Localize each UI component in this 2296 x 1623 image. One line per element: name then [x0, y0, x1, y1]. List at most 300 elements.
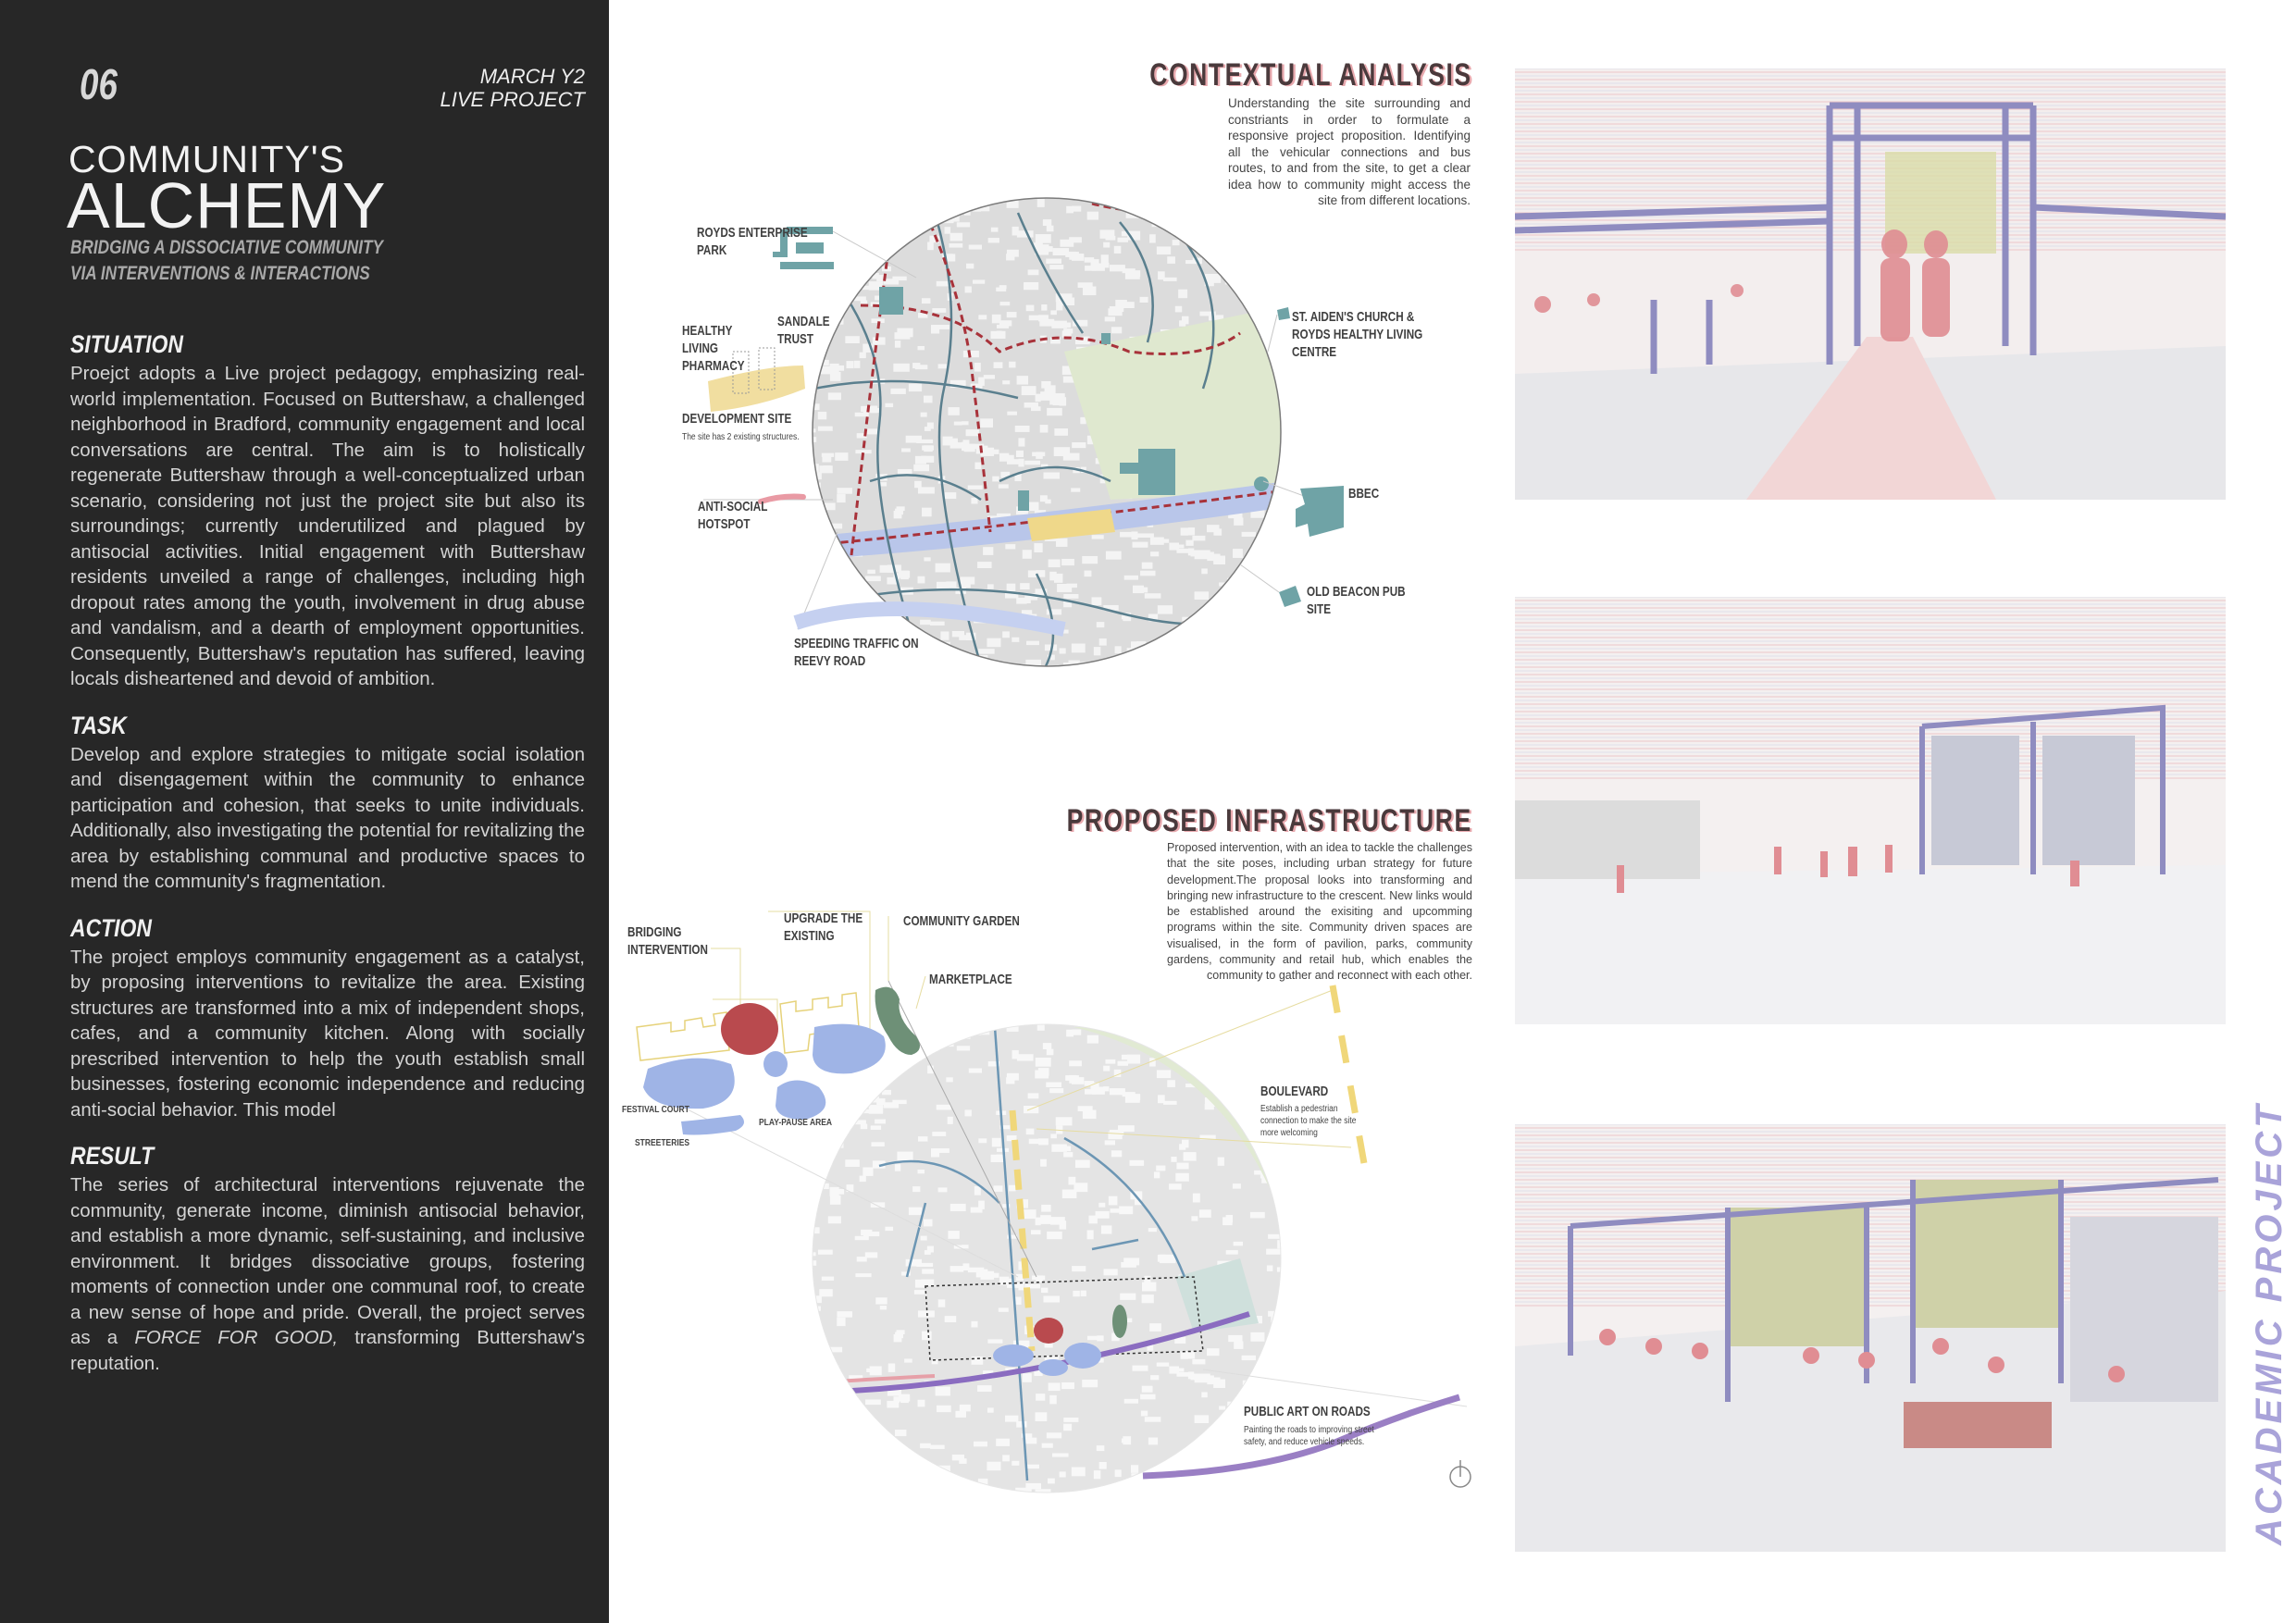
building-footprint	[1262, 1381, 1269, 1387]
action-section	[70, 913, 585, 1123]
building-footprint	[1110, 265, 1125, 271]
building-footprint	[1094, 647, 1100, 655]
building-footprint	[1054, 428, 1068, 436]
building-footprint	[1012, 1050, 1019, 1059]
situation-heading: SITUATION	[70, 330, 183, 358]
building-footprint	[1278, 657, 1294, 666]
building-footprint	[1173, 206, 1183, 213]
building-footprint	[1072, 1266, 1086, 1271]
building-footprint	[903, 230, 918, 238]
building-footprint	[1018, 438, 1024, 446]
building-footprint	[1213, 528, 1222, 535]
building-footprint	[1225, 590, 1235, 599]
building-footprint	[999, 285, 1007, 289]
building-footprint	[1097, 622, 1105, 627]
building-footprint	[1248, 255, 1258, 263]
result-body-end: transforming Buttershaw's reputation.	[70, 1327, 585, 1374]
building-footprint	[1067, 1494, 1080, 1503]
building-footprint	[890, 389, 905, 394]
building-footprint	[1266, 1249, 1281, 1255]
building-footprint	[1035, 1412, 1047, 1421]
building-footprint	[1023, 550, 1032, 559]
building-footprint	[1144, 1025, 1151, 1031]
building-footprint	[1031, 1230, 1041, 1234]
building-footprint	[1036, 452, 1042, 459]
building-footprint	[1127, 196, 1135, 204]
building-footprint	[964, 444, 975, 452]
result-section	[70, 1141, 585, 1376]
building-footprint	[1211, 597, 1225, 603]
building-footprint	[809, 1306, 821, 1310]
building-footprint	[999, 1307, 1009, 1311]
building-footprint	[1201, 628, 1209, 635]
building-footprint	[915, 365, 928, 369]
building-footprint	[947, 675, 952, 678]
building-footprint	[937, 652, 950, 658]
building-footprint	[1262, 195, 1272, 201]
building-footprint	[1047, 246, 1053, 252]
building-footprint	[978, 315, 987, 319]
building-footprint	[848, 253, 862, 258]
label-bbec: BBEC	[1348, 486, 1380, 502]
building-footprint	[887, 1493, 898, 1497]
building-footprint	[851, 1481, 866, 1487]
building-footprint	[1175, 306, 1182, 313]
building-footprint	[984, 375, 995, 378]
building-footprint	[1273, 331, 1280, 336]
building-footprint	[1040, 1159, 1047, 1167]
building-footprint	[1232, 217, 1245, 222]
building-footprint	[1015, 426, 1030, 432]
building-footprint	[1281, 1022, 1289, 1030]
building-footprint	[814, 358, 822, 365]
label-st-aidens-church	[1292, 308, 1422, 361]
building-footprint	[1186, 1025, 1200, 1031]
title-line-1: COMMUNITY'S	[68, 138, 345, 180]
building-footprint	[1210, 653, 1220, 660]
building-footprint	[1016, 451, 1024, 457]
building-footprint	[938, 364, 948, 368]
building-footprint	[1137, 533, 1154, 538]
building-footprint	[1007, 584, 1016, 591]
building-footprint	[860, 1176, 866, 1182]
building-footprint	[955, 1411, 966, 1418]
building-footprint	[933, 1148, 949, 1153]
building-footprint	[1083, 287, 1097, 296]
building-footprint	[1220, 662, 1227, 670]
project-type: LIVE PROJECT	[440, 88, 585, 111]
building-footprint	[833, 291, 840, 295]
building-footprint	[846, 581, 855, 588]
building-footprint	[1049, 398, 1061, 405]
building-footprint	[1276, 503, 1287, 509]
building-footprint	[1207, 1348, 1220, 1356]
render-perspective-pavilion	[1515, 597, 2226, 1024]
building-footprint	[1024, 461, 1040, 465]
building-footprint	[1018, 459, 1024, 467]
building-footprint	[924, 396, 933, 403]
building-footprint	[1148, 1437, 1158, 1444]
building-footprint	[1069, 252, 1076, 260]
building-footprint	[1123, 1480, 1138, 1484]
note-line: Establish a pedestrian	[1260, 1104, 1338, 1114]
building-footprint	[960, 1405, 971, 1411]
building-footprint	[876, 617, 883, 625]
boulevard-note	[1260, 1103, 1356, 1139]
building-footprint	[934, 654, 939, 660]
building-footprint	[1141, 1411, 1148, 1417]
label-streeteries: STREETERIES	[635, 1138, 690, 1148]
building-footprint	[1087, 212, 1098, 220]
label-line: ST. AIDEN'S CHURCH &	[1292, 309, 1415, 325]
building-footprint	[936, 1387, 950, 1396]
building-footprint	[1251, 1048, 1257, 1056]
building-footprint	[1007, 312, 1017, 317]
building-footprint	[1067, 671, 1080, 679]
building-footprint	[959, 1458, 966, 1464]
building-footprint	[1047, 408, 1062, 415]
building-footprint	[1233, 1183, 1241, 1188]
building-footprint	[1277, 1267, 1286, 1271]
building-footprint	[1009, 1185, 1015, 1192]
building-footprint	[878, 211, 889, 217]
building-footprint	[1072, 1467, 1086, 1476]
building-footprint	[837, 494, 845, 502]
building-footprint	[1281, 199, 1289, 206]
building-footprint	[1251, 1042, 1263, 1047]
building-footprint	[1199, 1209, 1211, 1218]
building-footprint	[849, 230, 863, 234]
label-old-beacon-pub	[1307, 583, 1406, 618]
building-footprint	[1011, 638, 1019, 642]
label-line: CENTRE	[1292, 344, 1337, 360]
building-footprint	[1046, 1083, 1061, 1087]
bbec-icon	[1296, 486, 1344, 537]
label-marketplace: MARKETPLACE	[929, 972, 1012, 987]
building-footprint	[1133, 586, 1144, 593]
building-footprint	[1284, 209, 1298, 216]
building-footprint	[987, 1339, 1002, 1343]
building-footprint	[1011, 1461, 1019, 1466]
building-footprint	[1129, 1160, 1144, 1166]
note-line: Painting the roads to improving street	[1244, 1425, 1374, 1435]
building-footprint	[884, 1102, 899, 1108]
building-footprint	[906, 436, 922, 443]
building-footprint	[818, 427, 833, 431]
building-footprint	[971, 1321, 977, 1328]
building-footprint	[1085, 1081, 1095, 1086]
render-perspective-hub	[1515, 1124, 2226, 1552]
bridging-intervention-shape	[721, 1003, 778, 1055]
building-footprint	[914, 1472, 924, 1478]
building-footprint	[1229, 1080, 1235, 1084]
building-footprint	[978, 1138, 987, 1143]
festival-court-shape	[643, 1059, 735, 1109]
building-footprint	[950, 233, 963, 242]
building-footprint	[1273, 1155, 1280, 1159]
building-footprint	[1062, 1189, 1077, 1197]
building-footprint	[1000, 302, 1011, 305]
building-footprint	[1210, 1477, 1220, 1483]
building-footprint	[1187, 218, 1193, 225]
building-footprint	[825, 215, 841, 224]
building-footprint	[1226, 1250, 1238, 1255]
building-footprint	[904, 1358, 912, 1362]
building-footprint	[829, 1019, 837, 1023]
building-footprint	[898, 330, 911, 337]
building-footprint	[842, 247, 850, 251]
title-line-2: ALCHEMY	[67, 169, 387, 242]
building-footprint	[1039, 319, 1054, 327]
building-footprint	[1040, 1215, 1051, 1224]
building-footprint	[922, 1332, 932, 1341]
building-footprint	[844, 1087, 851, 1093]
building-footprint	[1225, 1414, 1235, 1422]
building-footprint	[932, 1132, 946, 1136]
building-footprint	[1145, 1417, 1161, 1421]
building-footprint	[930, 1445, 945, 1449]
building-footprint	[1273, 234, 1288, 238]
building-footprint	[902, 1468, 914, 1477]
label-development-site: DEVELOPMENT SITE	[682, 411, 792, 427]
building-footprint	[1260, 628, 1270, 637]
building-footprint	[1149, 234, 1156, 242]
building-footprint	[1276, 279, 1291, 285]
building-footprint	[1204, 668, 1218, 673]
building-footprint	[1188, 1351, 1195, 1358]
building-footprint	[1047, 226, 1054, 232]
building-footprint	[1268, 245, 1279, 254]
building-footprint	[1082, 556, 1098, 564]
building-footprint	[1241, 579, 1247, 586]
building-footprint	[1159, 642, 1164, 650]
building-footprint	[1110, 1088, 1125, 1095]
building-footprint	[1043, 472, 1060, 478]
building-footprint	[1186, 202, 1200, 207]
building-footprint	[1106, 672, 1121, 677]
building-footprint	[966, 264, 974, 269]
building-footprint	[1163, 278, 1177, 281]
building-footprint	[922, 298, 930, 304]
building-footprint	[1100, 229, 1115, 238]
building-footprint	[1002, 380, 1010, 384]
play-area-shape-small	[763, 1051, 788, 1077]
building-footprint	[1267, 1355, 1274, 1361]
building-footprint	[839, 1124, 847, 1131]
building-footprint	[1087, 666, 1095, 673]
project-info-panel	[0, 0, 609, 1623]
building-footprint	[1242, 1356, 1256, 1360]
label-line: HOTSPOT	[698, 516, 751, 532]
building-footprint	[1184, 1152, 1197, 1161]
building-footprint	[1223, 620, 1237, 626]
building-footprint	[1061, 1382, 1074, 1389]
proposed-infrastructure-text: Proposed intervention, with an idea to tackle the challenges that the site poses, including urban strategy for future development.The proposal looks into transforming and bringing new infrastructure to the crescent. New links would be established around the exisiting and upcomming programs within the site. Community driven spaces are visualised, in the form of pavilion, parks, community gardens, community and retail hub, which enables the community to gather and reconnect with each other.	[1167, 841, 1472, 983]
building-footprint	[871, 1125, 881, 1130]
building-footprint	[1169, 542, 1179, 550]
building-footprint	[1005, 1416, 1018, 1422]
building-footprint	[1026, 641, 1039, 645]
building-footprint	[946, 1077, 952, 1082]
building-footprint	[1103, 1086, 1109, 1091]
building-footprint	[1279, 396, 1294, 401]
building-footprint	[865, 1252, 877, 1258]
building-footprint	[813, 285, 825, 290]
building-footprint	[1069, 1060, 1082, 1066]
building-footprint	[999, 320, 1011, 326]
building-footprint	[1125, 273, 1140, 279]
label-bridging-intervention	[627, 923, 708, 959]
building-footprint	[945, 1316, 957, 1322]
building-footprint	[1271, 1448, 1279, 1453]
subtitle-line-2: VIA INTERVENTIONS & INTERACTIONS	[70, 263, 370, 284]
building-footprint	[880, 1306, 887, 1309]
building-footprint	[814, 275, 825, 283]
building-footprint	[937, 1105, 951, 1110]
building-footprint	[977, 1385, 991, 1392]
building-footprint	[811, 574, 818, 578]
proposal-map-base	[805, 1018, 1298, 1503]
building-footprint	[1140, 297, 1148, 303]
building-footprint	[936, 1480, 946, 1484]
building-footprint	[1082, 1380, 1098, 1387]
building-footprint	[1002, 631, 1010, 638]
building-footprint	[1118, 238, 1129, 242]
building-footprint	[1106, 1495, 1121, 1501]
label-antisocial-hotspot	[698, 498, 767, 533]
building-footprint	[1057, 584, 1072, 592]
label-line: ANTI-SOCIAL	[698, 499, 768, 514]
building-footprint	[978, 1201, 985, 1209]
building-footprint	[1087, 1336, 1098, 1341]
building-footprint	[1271, 625, 1279, 629]
building-footprint	[1214, 209, 1220, 218]
building-footprint	[1181, 527, 1188, 535]
building-footprint	[1131, 531, 1137, 539]
building-footprint	[1175, 1173, 1188, 1182]
building-footprint	[1167, 1080, 1175, 1087]
building-footprint	[906, 1259, 922, 1267]
building-footprint	[808, 1295, 822, 1303]
building-footprint	[992, 1138, 1001, 1147]
task-heading: TASK	[70, 711, 127, 739]
building-footprint	[1124, 1399, 1138, 1404]
building-footprint	[1262, 558, 1269, 564]
label-line: SANDALE	[777, 314, 830, 329]
building-footprint	[1229, 256, 1235, 261]
building-footprint	[1150, 551, 1159, 556]
building-footprint	[1046, 259, 1061, 264]
building-footprint	[805, 1252, 816, 1256]
building-footprint	[1250, 663, 1260, 668]
building-footprint	[1105, 1059, 1115, 1064]
building-footprint	[1185, 218, 1194, 223]
building-footprint	[1017, 376, 1028, 384]
project-number: 06	[80, 60, 118, 108]
label-speeding-traffic	[794, 635, 919, 670]
building-footprint	[988, 238, 999, 242]
building-footprint	[1242, 1113, 1258, 1121]
building-footprint	[968, 1268, 984, 1272]
building-footprint	[1267, 601, 1274, 606]
building-footprint	[1267, 1266, 1272, 1271]
label-healthy-living-pharmacy	[682, 322, 745, 375]
building-footprint	[962, 1245, 969, 1248]
building-footprint	[1060, 648, 1066, 653]
building-footprint	[1144, 202, 1151, 207]
building-footprint	[963, 351, 979, 357]
building-footprint	[1103, 1269, 1117, 1275]
building-footprint	[833, 217, 844, 223]
building-footprint	[924, 557, 930, 561]
building-footprint	[1169, 1366, 1179, 1373]
building-footprint	[1115, 300, 1127, 307]
building-footprint	[876, 1461, 883, 1468]
building-footprint	[870, 1366, 882, 1375]
label-line: PHARMACY	[682, 358, 745, 374]
building-footprint	[909, 384, 922, 391]
building-footprint	[1009, 362, 1015, 368]
building-footprint	[1154, 1171, 1160, 1178]
building-footprint	[1276, 371, 1290, 379]
building-footprint	[914, 1290, 926, 1295]
building-footprint	[1145, 593, 1161, 598]
building-footprint	[1127, 1020, 1135, 1027]
building-footprint	[1022, 610, 1032, 614]
building-footprint	[1148, 1228, 1157, 1232]
public-art-note	[1244, 1424, 1374, 1448]
building-footprint	[1063, 594, 1078, 599]
building-footprint	[924, 1220, 933, 1227]
building-footprint	[957, 1046, 970, 1050]
building-footprint	[1127, 1055, 1140, 1064]
building-footprint	[869, 1105, 883, 1114]
building-footprint	[1188, 527, 1195, 535]
building-footprint	[875, 1120, 886, 1124]
building-footprint	[1228, 1335, 1242, 1342]
building-footprint	[897, 1152, 912, 1161]
building-footprint	[991, 331, 1006, 339]
building-footprint	[830, 1196, 841, 1205]
building-footprint	[822, 1277, 834, 1281]
building-footprint	[1214, 1033, 1220, 1042]
building-footprint	[968, 486, 983, 489]
building-footprint	[837, 488, 851, 494]
label-play-pause-area: PLAY-PAUSE AREA	[759, 1118, 833, 1128]
building-footprint	[808, 472, 822, 479]
building-footprint	[855, 1236, 869, 1240]
building-footprint	[839, 581, 847, 589]
building-footprint	[893, 364, 909, 372]
building-footprint	[1099, 1462, 1107, 1469]
building-footprint	[1274, 279, 1281, 283]
building-footprint	[846, 1405, 855, 1412]
building-footprint	[962, 421, 969, 425]
building-footprint	[863, 1168, 873, 1176]
building-footprint	[1285, 300, 1296, 306]
building-footprint	[1138, 653, 1154, 661]
building-footprint	[948, 407, 959, 415]
building-footprint	[1026, 1465, 1039, 1468]
building-footprint	[1281, 1358, 1294, 1364]
building-footprint	[1105, 1140, 1115, 1145]
building-footprint	[1022, 386, 1036, 395]
subtitle-line-1: BRIDGING A DISSOCIATIVE COMMUNITY	[70, 237, 384, 258]
result-heading: RESULT	[70, 1142, 155, 1170]
label-public-art-on-roads: PUBLIC ART ON ROADS	[1244, 1404, 1371, 1419]
building-footprint	[1085, 1089, 1096, 1095]
building-footprint	[1232, 650, 1242, 660]
